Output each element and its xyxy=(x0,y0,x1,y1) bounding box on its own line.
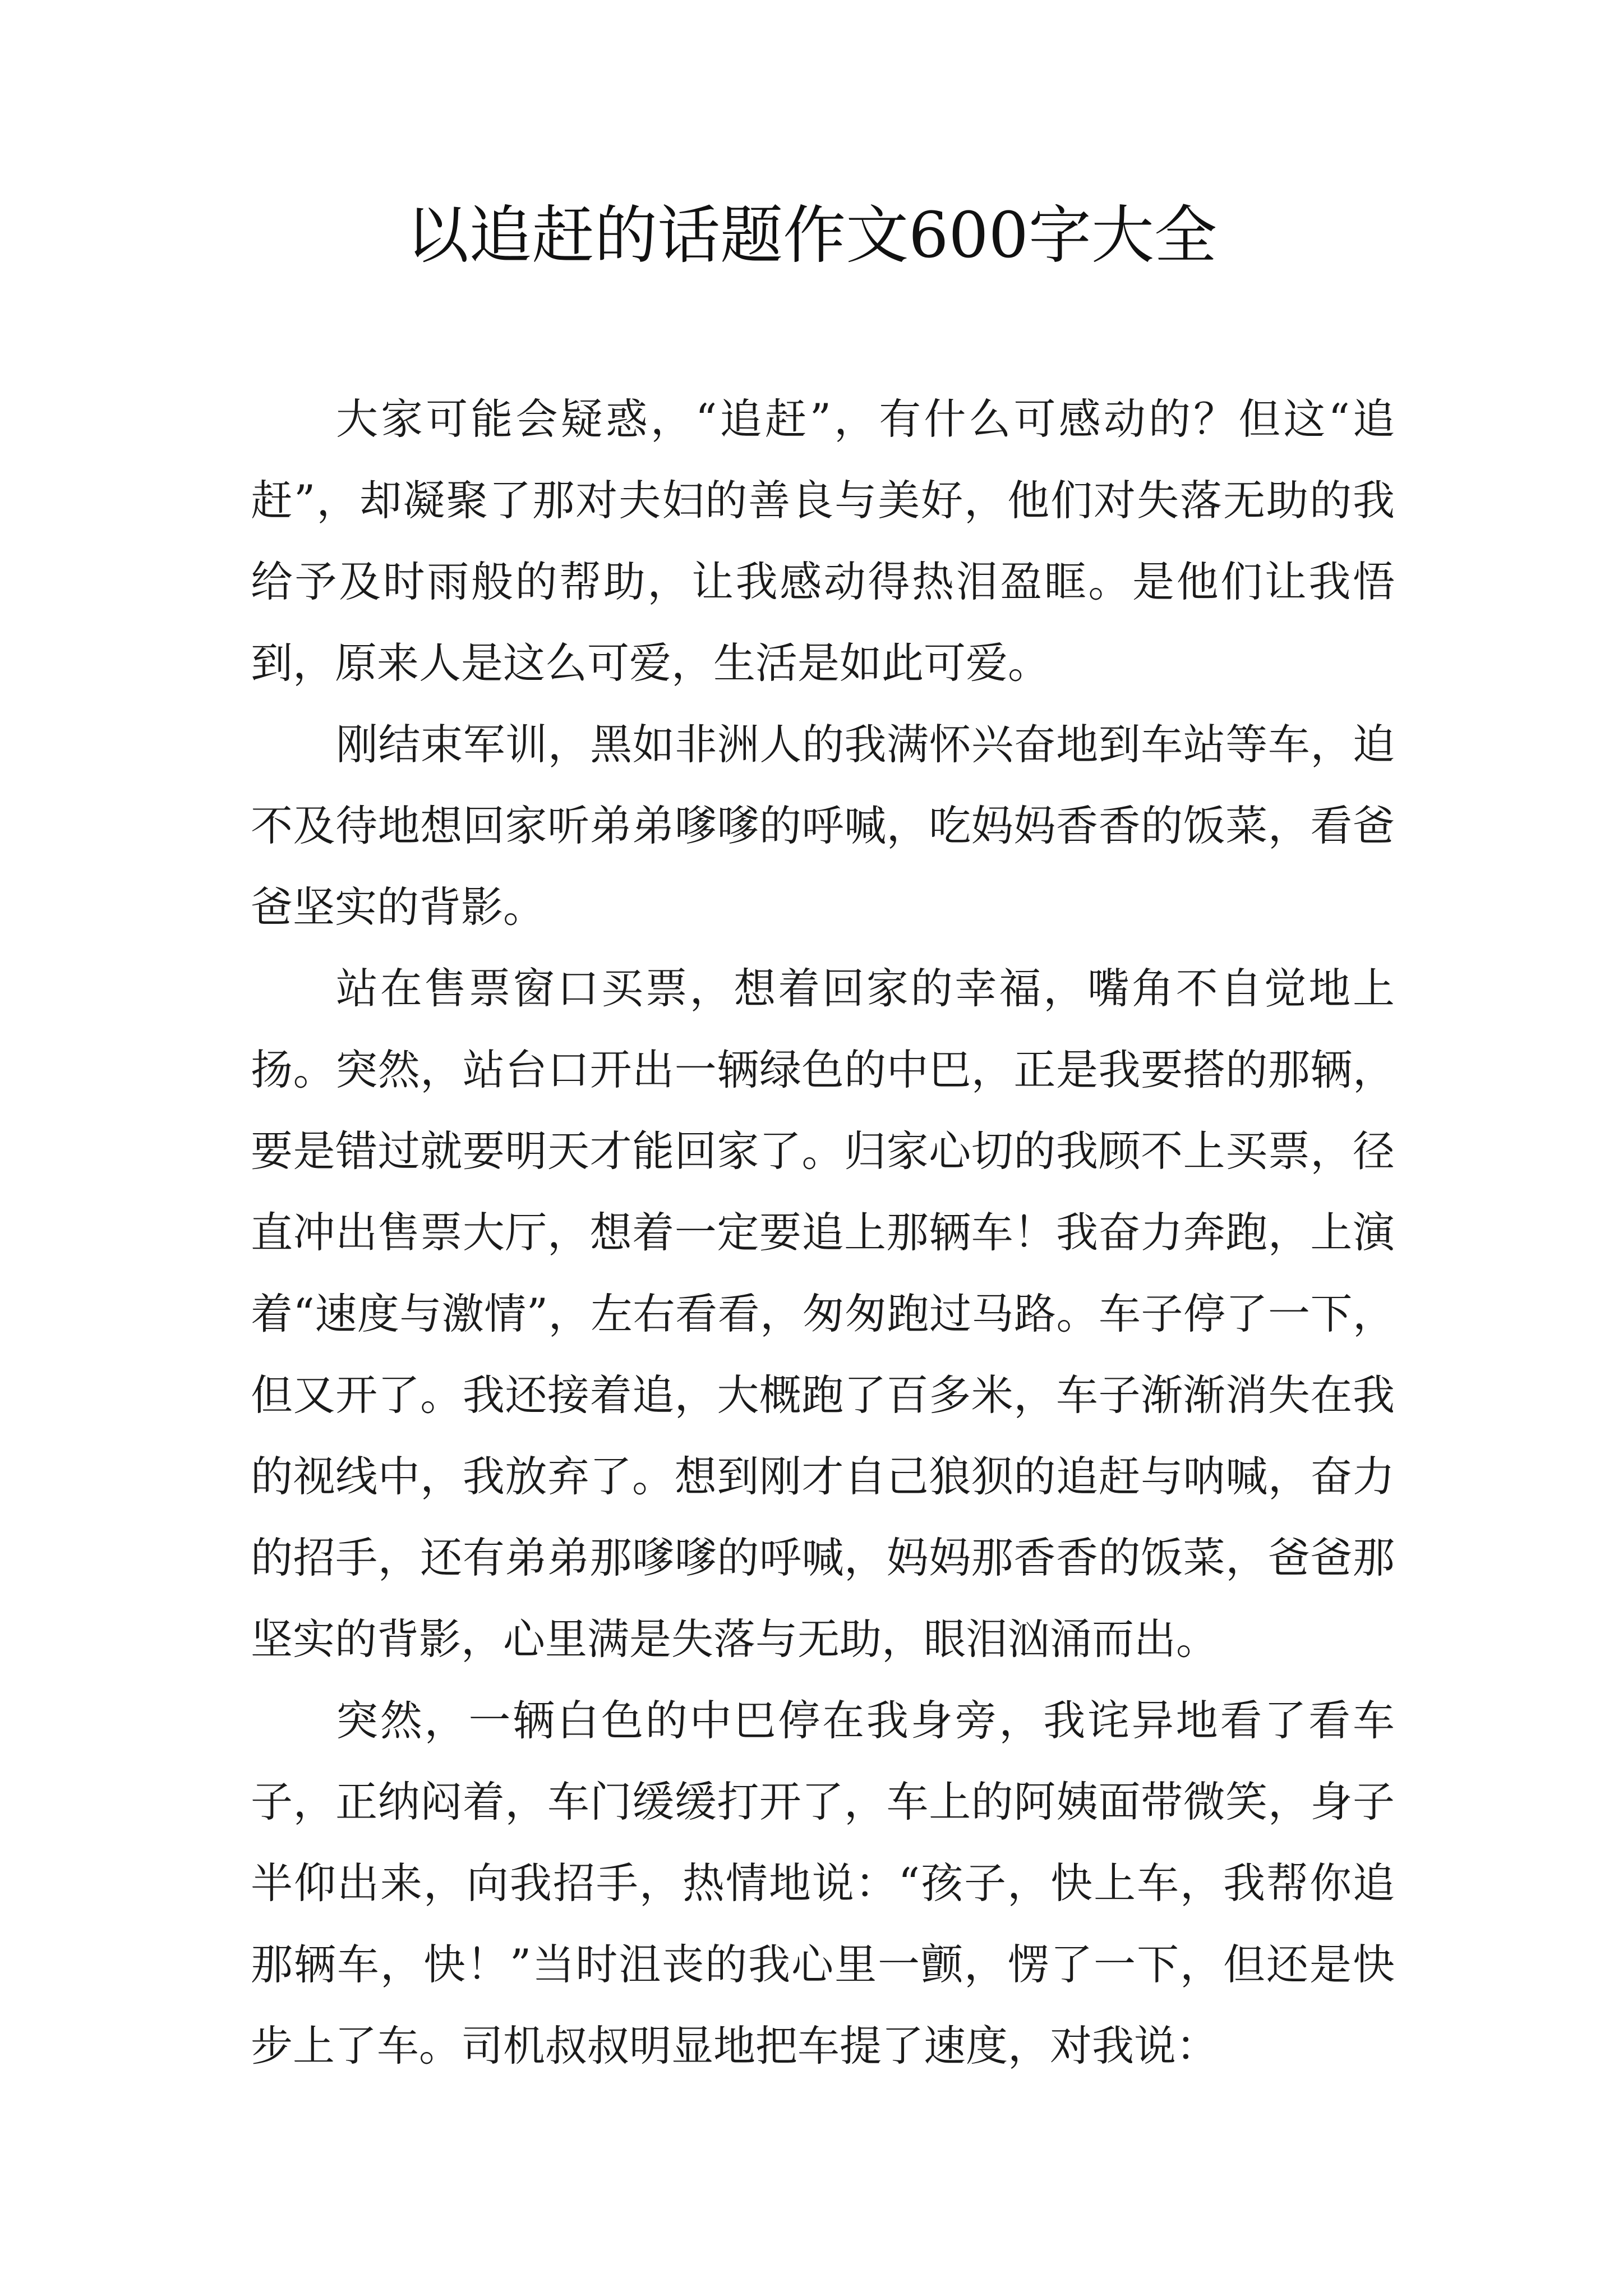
paragraph: 站在售票窗口买票，想着回家的幸福，嘴角不自觉地上扬。突然，站台口开出一辆绿色的中巴，正是我要搭的那辆，要是错过就要明天才能回家了。归家心切的我顾不上买票，径直冲出售票大厅，想着一定要追上那辆车！我奋力奔跑，上演着“速度与激情”，左右看看，匆匆跑过马路。车子停了一下，但又开了。我还接着追，大概跑了百多米，车子渐渐消失在我的视线中，我放弃了。想到刚才自己狼狈的追赶与呐喊，奋力的招手，还有弟弟那嗲嗲的呼喊，妈妈那香香的饭菜，爸爸那坚实的背影，心里满是失落与无助，眼泪汹涌而出。 xyxy=(251,964,1395,1664)
paragraph: 大家可能会疑惑，“追赶”，有什么可感动的？但这“追赶”，却凝聚了那对夫妇的善良与美好，他们对失落无助的我给予及时雨般的帮助，让我感动得热泪盈眶。是他们让我悟到，原来人是这么可爱，生活是如此可爱。 xyxy=(251,394,1395,688)
paragraph: 突然，一辆白色的中巴停在我身旁，我诧异地看了看车子，正纳闷着，车门缓缓打开了，车上的阿姨面带微笑，身子半仰出来，向我招手，热情地说：“孩子，快上车，我帮你追那辆车，快！”当时沮丧的我心里一颤，愣了一下，但还是快步上了车。司机叔叔明显地把车提了速度，对我说： xyxy=(251,1696,1395,2070)
document-body xyxy=(251,379,1395,2087)
paragraph: 刚结束军训，黑如非洲人的我满怀兴奋地到车站等车，迫不及待地想回家听弟弟嗲嗲的呼喊，吃妈妈香香的饭菜，看爸爸坚实的背影。 xyxy=(251,720,1395,932)
document-title: 以追赶的话题作文600字大全 xyxy=(406,199,1217,272)
